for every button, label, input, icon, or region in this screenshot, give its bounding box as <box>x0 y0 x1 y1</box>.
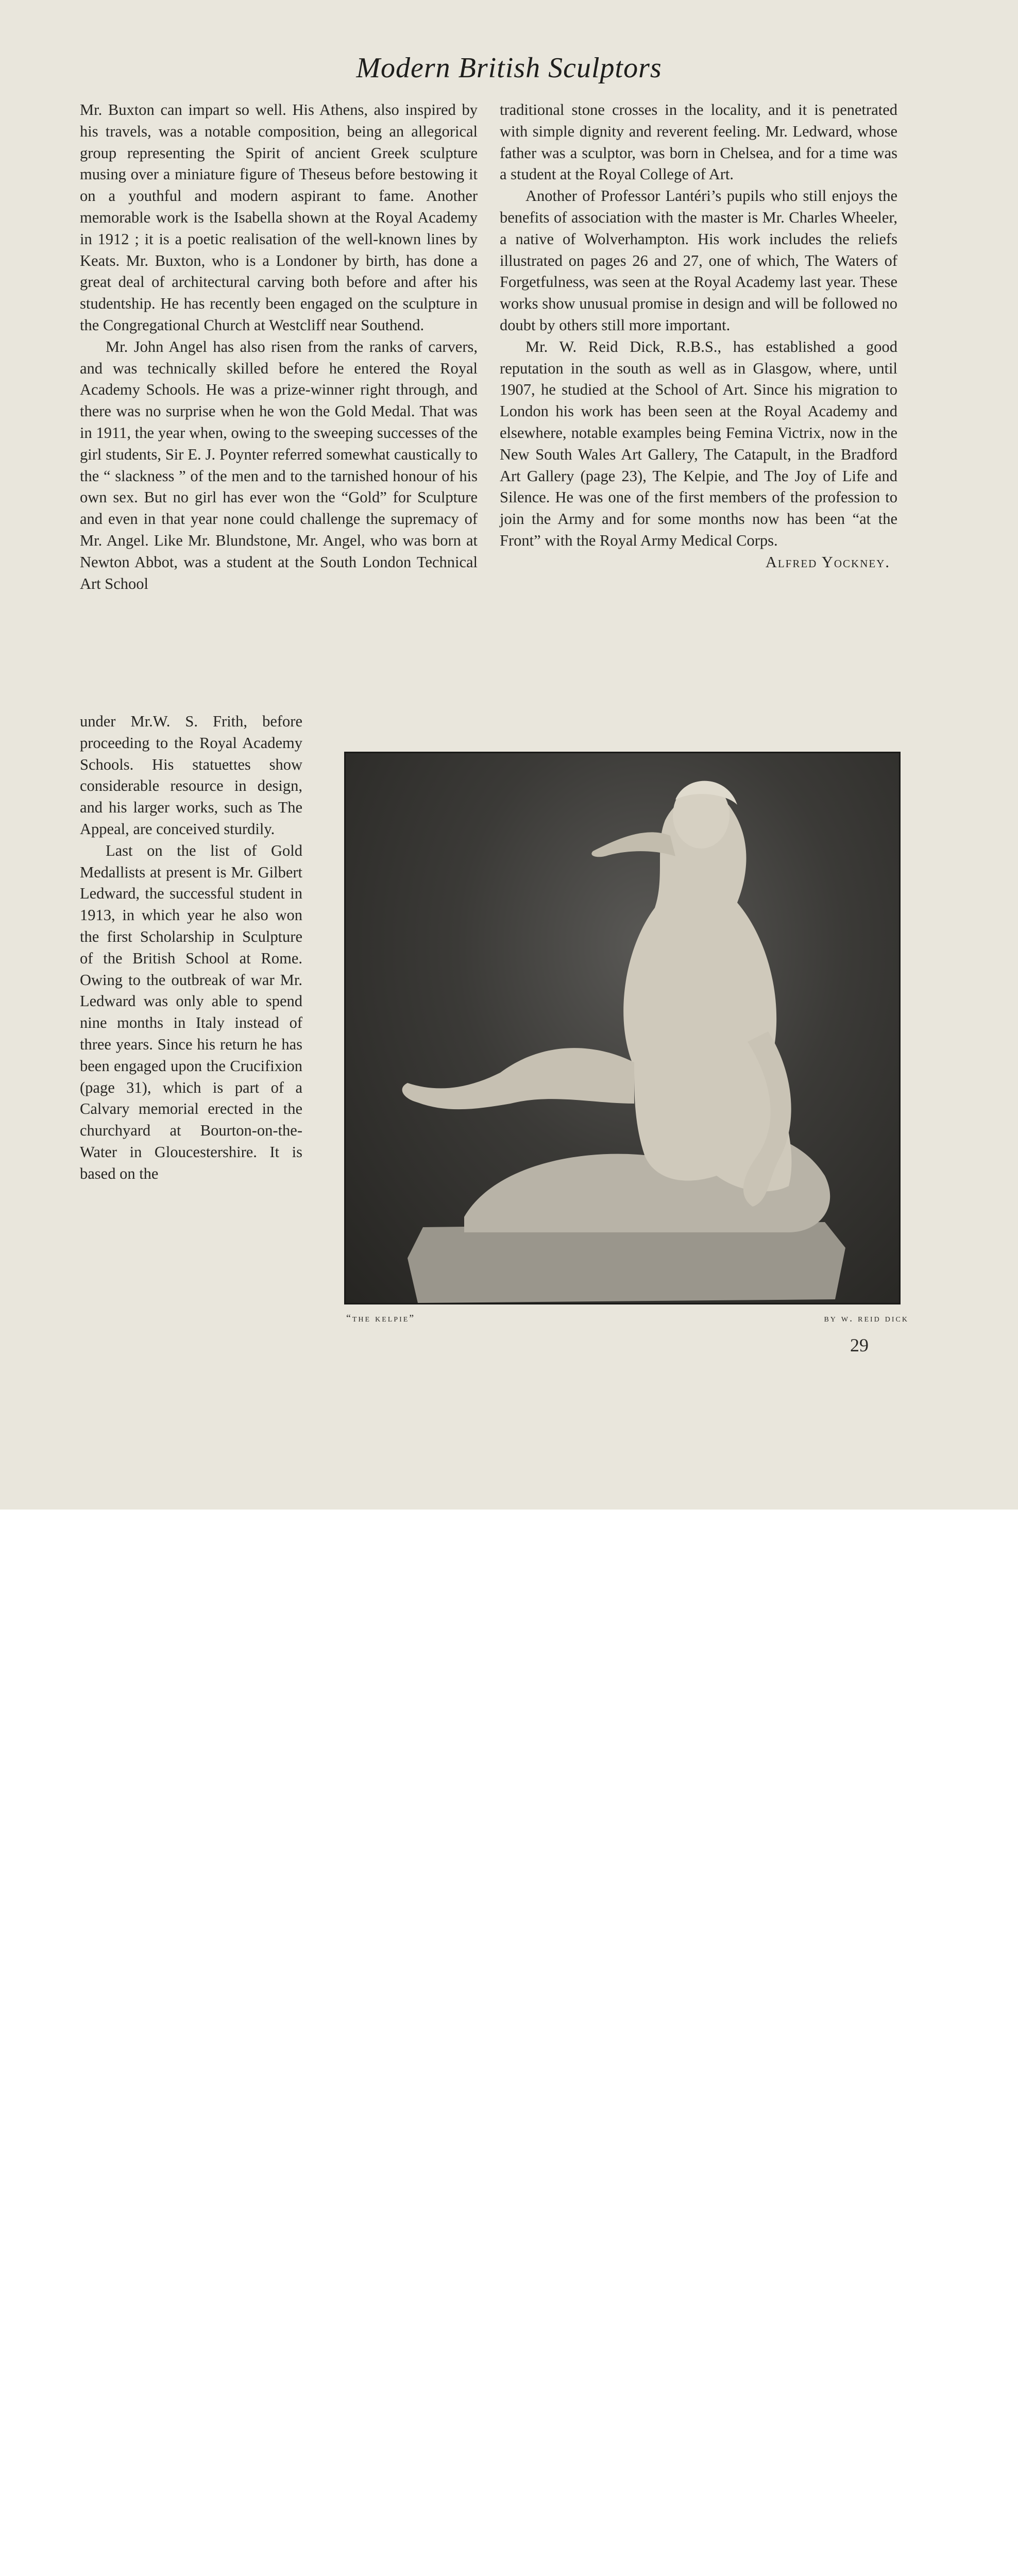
paragraph: Mr. W. Reid Dick, R.B.S., has established a good reputation in the south as well as in Glasgow, where, until 1907, he studied at the School of Art. Since his migration to London his work has been seen at the Royal Academy and elsewhere, notable examples being Femina Victrix, now in the New South Wales Art Gallery, The Catapult, in the Bradford Art Gallery (page 23), The Kelpie, and The Joy of Life and Silence. He was one of the first members of the profession to join the Army and for some months now has been “at the Front” with the Royal Army Medical Corps. <box>500 337 897 549</box>
page-number: 29 <box>850 1335 869 1355</box>
left-text-column <box>80 99 478 595</box>
paragraph: Last on the list of Gold Medallists at present is Mr. Gilbert Ledward, the successful student in 1913, in which year he also won the first Scholarship in Sculpture of the British School at Rome. Owing to the outbreak of war Mr. Ledward was only able to spend nine months in Italy instead of three years. Since his return he has been engaged upon the Crucifixion (page 31), which is part of a Calvary memorial erected in the churchyard at Bourton-on-the-Water in Gloucestershire. It is based on the <box>80 841 302 1182</box>
running-head: Modern British Sculptors <box>356 52 662 84</box>
sculpture-photograph <box>344 752 901 1304</box>
paragraph: traditional stone crosses in the locality, and it is penetrated with simple dignity and reverent feeling. Mr. Ledward, whose father was a sculptor, was born in Chelsea, and for a time was a student at the Royal College of Art. <box>500 101 897 183</box>
author-signature: Alfred Yockney. <box>765 553 890 571</box>
paragraph: Another of Professor Lantéri’s pupils who still enjoys the benefits of association with the master is Mr. Charles Wheeler, a native of Wolverhampton. His work includes the reliefs illustrated on pages 26 and 27, one of which, The Waters of Forgetfulness, was seen at the Royal Academy last year. These works show unusual promise in design and will be followed no doubt by others still more important. <box>500 187 897 334</box>
figure-caption-credit: by w. reid dick <box>824 1313 909 1324</box>
right-text-column <box>500 99 897 573</box>
sculpture-figure <box>346 753 899 1303</box>
paragraph: Mr. Buxton can impart so well. His Athens, also inspired by his travels, was a notable composition, being an allegorical group representing the Spirit of ancient Greek sculpture musing over a miniature figure of Theseus before bestowing it on a youthful and modern aspirant to fame. Another memorable work is the Isabella shown at the Royal Academy in 1912 ; it is a poetic realisation of the well-known lines by Keats. Mr. Buxton, who is a Londoner by birth, has done a great deal of architectural carving both before and after his studentship. He has recently been engaged on the sculpture in the Congregational Church at Westcliff near Southend. <box>80 101 478 334</box>
narrow-text-column <box>80 711 302 1185</box>
digitization-footer <box>0 1510 1018 1584</box>
figure-caption-title: “the kelpie” <box>346 1313 416 1324</box>
paragraph: Mr. John Angel has also risen from the ranks of carvers, and was technically skilled before he entered the Royal Academy Schools. He was a prize-winner right through, and there was no surprise when he won the Gold Medal. That was in 1911, the year when, owing to the sweeping successes of the girl students, Sir E. J. Poynter referred somewhat caustically to the “ slackness ” of the men and to the tarnished honour of his own sex. But no girl has ever won the “Gold” for Sculpture and even in that year none could challenge the supremacy of Mr. Angel. Like Mr. Blundstone, Mr. Angel, who was born at Newton Abbot, was a student at the South London Technical Art School <box>80 337 478 592</box>
paragraph: under Mr.W. S. Frith, before proceeding to the Royal Academy Schools. His statuettes show considerable resource in design, and his larger works, such as The Appeal, are conceived sturdily. <box>80 713 302 838</box>
